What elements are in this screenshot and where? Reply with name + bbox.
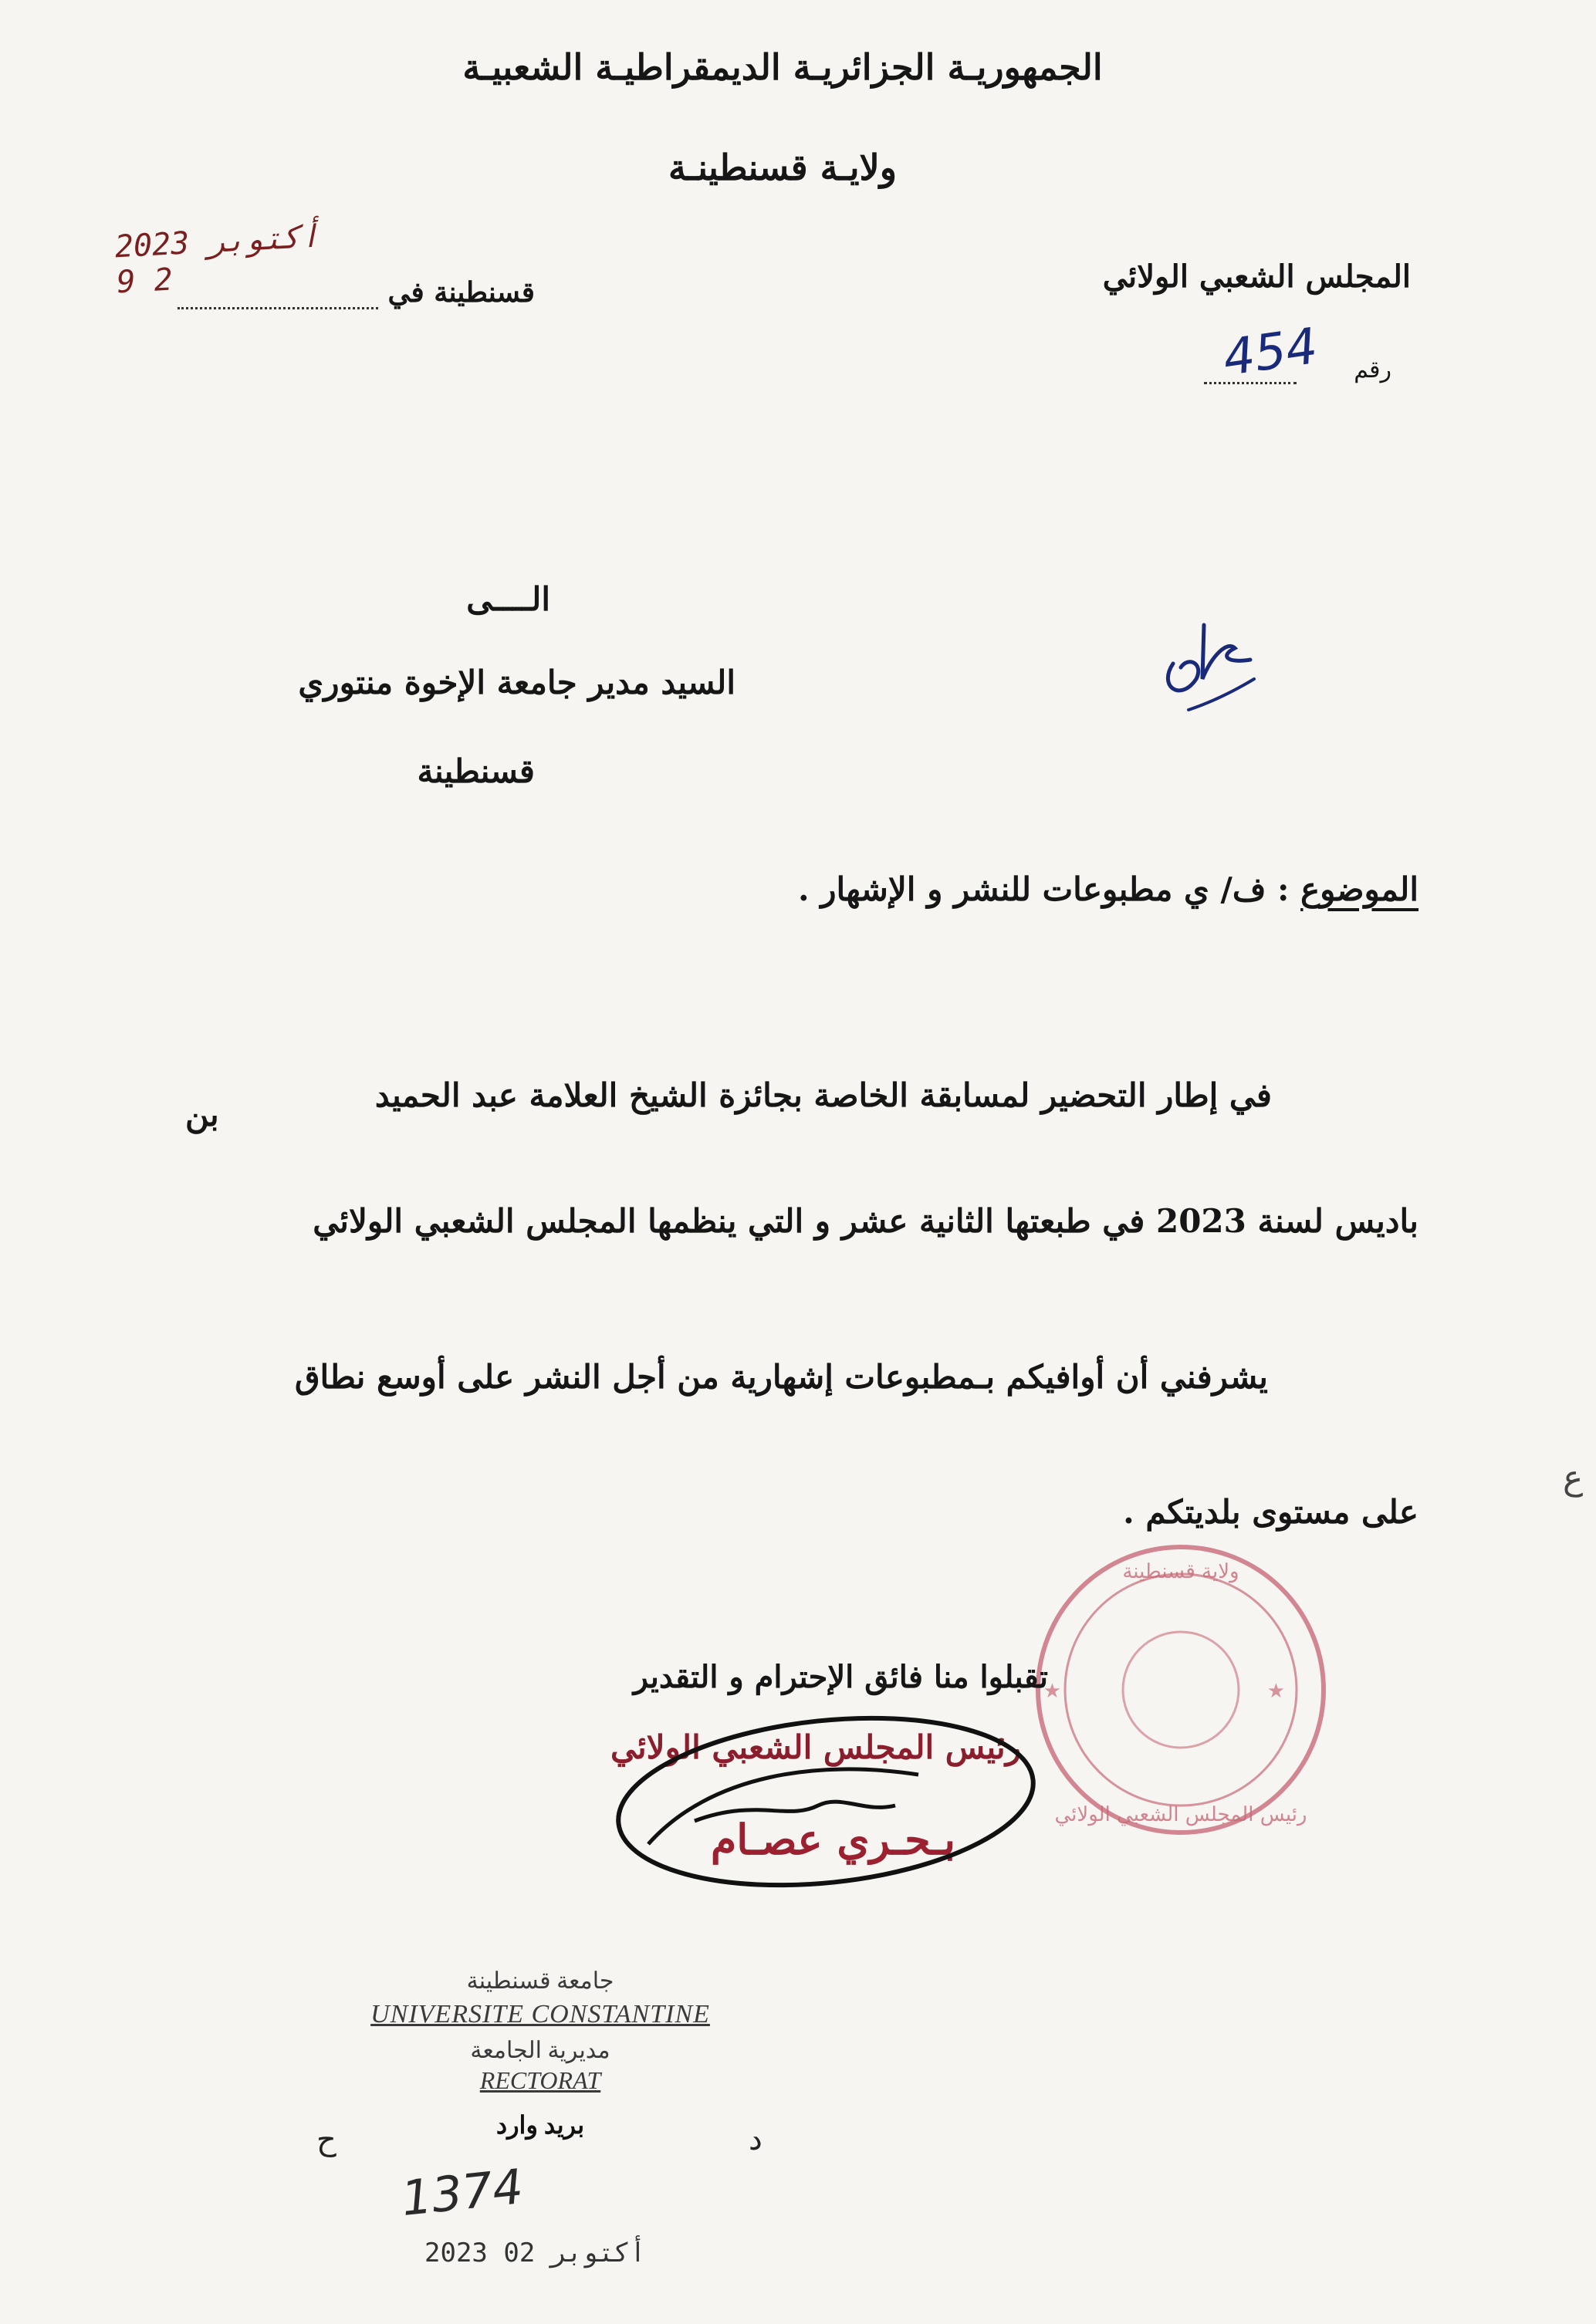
- svg-text:★: ★: [1043, 1680, 1061, 1703]
- city-date-label: قسنطينة في: [387, 276, 535, 309]
- recipient-name: السيد مدير جامعة الإخوة منتوري: [298, 664, 735, 701]
- date-stamp: 2023 أكتوبر 2 9: [113, 218, 320, 301]
- body-line-3: يشرفني أن أوافيكم بـمطبوعات إشهارية من أجل النشر على أوسع نطاق: [294, 1358, 1268, 1396]
- university-incoming-stamp: [293, 1968, 787, 2276]
- svg-text:★: ★: [1266, 1680, 1285, 1703]
- date-dotted-line: [178, 307, 378, 309]
- reference-label: رقم: [1354, 356, 1391, 383]
- stamp-corner-mark: ﺩ: [749, 2122, 762, 2157]
- stamp-registration-number: 1374: [398, 2157, 526, 2228]
- stamp-date: 2023 أكتوبر 02: [424, 2238, 646, 2268]
- subject-line: [798, 870, 1418, 908]
- margin-mark: ع: [1563, 1458, 1584, 1498]
- body-line-1-end: بن: [185, 1096, 219, 1133]
- subject-label: الموضوع: [1300, 870, 1418, 908]
- subject-text: : ف/ ي مطبوعات للنشر و الإشهار .: [797, 870, 1290, 908]
- svg-text:ولاية قسنطينة: ولاية قسنطينة: [1122, 1560, 1239, 1583]
- body-line-1: في إطار التحضير لمسابقة الخاصة بجائزة الشيخ العلامة عبد الحميد: [374, 1076, 1272, 1114]
- signer-title: رئيس المجلس الشعبي الولائي: [610, 1728, 1021, 1766]
- official-round-stamp: [1026, 1535, 1335, 1844]
- stamp-rectorate-french: RECTORAT: [479, 2066, 601, 2094]
- stamp-incoming-mail: بريد وارد: [495, 2111, 585, 2139]
- recipient-city: قسنطينة: [417, 752, 535, 790]
- stamp-corner-mark: ح: [316, 2122, 336, 2157]
- reference-number: 454: [1219, 317, 1321, 388]
- handwritten-initials-mark: [1150, 594, 1273, 725]
- wilaya-header: ولايـة قسنطينـة: [668, 147, 897, 188]
- to-label: الــــى: [466, 580, 550, 618]
- assembly-name: المجلس الشعبي الولائي: [1102, 258, 1411, 295]
- body-line-2: باديس لسنة 2023 في طبعتها الثانية عشر و التي ينظمها المجلس الشعبي الولائي: [313, 1202, 1418, 1240]
- body-line-4: على مستوى بلديتكم .: [1123, 1493, 1418, 1531]
- svg-text:رئيس المجلس الشعبي الولائي: رئيس المجلس الشعبي الولائي: [1054, 1803, 1307, 1826]
- handwritten-signature: [587, 1690, 1050, 1906]
- stamp-rectorate-arabic: مديرية الجامعة: [470, 2038, 610, 2063]
- stamp-university-french: UNIVERSITE CONSTANTINE: [370, 2000, 710, 2028]
- signer-name: بـحـري عصـام: [710, 1815, 955, 1864]
- stamp-university-arabic: جامعة قسنطينة: [466, 1968, 614, 1994]
- country-header: الجمهوريـة الجزائريـة الديمقراطيـة الشعبيـة: [462, 46, 1103, 88]
- closing-formula: تقبلوا منا فائق الإحترام و التقدير: [633, 1659, 1048, 1695]
